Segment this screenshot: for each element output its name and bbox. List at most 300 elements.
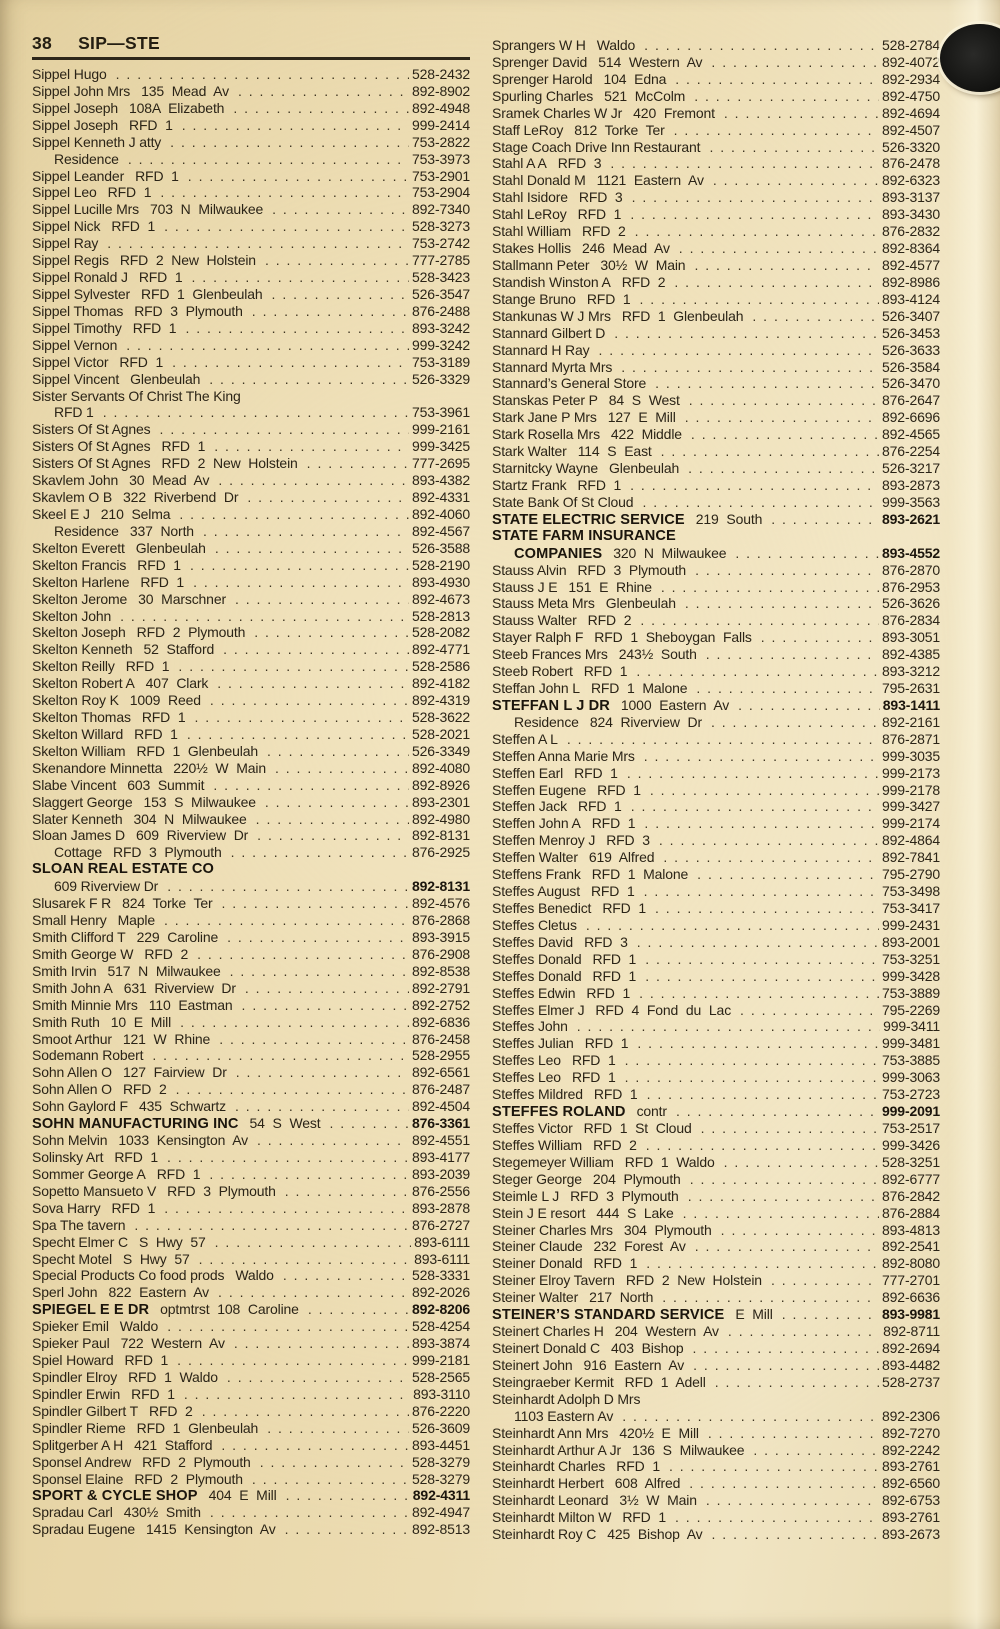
directory-entry: [492, 1238, 940, 1255]
directory-entry: [492, 1408, 940, 1425]
directory-entry: [492, 934, 940, 951]
dot-leader: [782, 1306, 879, 1322]
dot-leader: [182, 117, 409, 133]
dot-leader: [676, 1103, 879, 1119]
entry-address: 1033 Kensington Av: [118, 1132, 248, 1149]
entry-phone: 753-2517: [882, 1120, 940, 1136]
entry-address: 153 S Milwaukee: [143, 793, 256, 810]
entry-name: Steeb Frances Mrs: [492, 646, 608, 663]
entry-phone: 892-4507: [882, 121, 940, 138]
entry-address: 812 Torke Ter: [574, 121, 665, 138]
entry-name: Steinhardt Adolph D Mrs: [492, 1390, 641, 1407]
entry-phone: 999-2414: [412, 116, 470, 133]
directory-entry: [492, 88, 940, 105]
dot-leader: [632, 189, 879, 205]
entry-name: Skavlem O B: [32, 489, 113, 506]
entry-name: Smoot Arthur: [32, 1030, 112, 1047]
directory-entry: [492, 748, 940, 765]
entry-phone: 893-4451: [412, 1436, 470, 1453]
directory-entry: [32, 83, 470, 100]
dot-leader: [176, 1081, 409, 1097]
entry-address: RFD 3: [606, 832, 650, 849]
directory-column-right: [492, 37, 940, 1543]
dot-leader: [761, 629, 879, 645]
entry-address: RFD 1 Sheboygan Falls: [594, 629, 752, 646]
dot-leader: [247, 489, 409, 505]
dot-leader: [167, 1318, 409, 1334]
entry-address: RFD 1: [141, 709, 186, 726]
entry-address: RFD 1 Adell: [624, 1373, 706, 1390]
entry-address: RFD 2: [581, 223, 626, 240]
entry-name: Stannard H Ray: [492, 341, 590, 358]
entry-phone: 892-4947: [412, 1504, 470, 1521]
entry-name: Sprenger Harold: [492, 70, 593, 87]
entry-phone: 753-3498: [882, 883, 940, 900]
dot-leader: [675, 71, 879, 87]
entry-phone: 753-3889: [882, 984, 940, 1001]
entry-phone: 892-4331: [412, 489, 470, 506]
entry-name: Steffes August: [492, 883, 580, 900]
entry-phone: 999-2091: [882, 1103, 940, 1120]
dot-leader: [735, 545, 879, 561]
entry-address: 54 S West: [249, 1115, 321, 1132]
entry-address: 232 Forest Av: [593, 1238, 686, 1255]
entry-phone: 777-2701: [882, 1272, 940, 1289]
entry-address: Waldo: [119, 1318, 159, 1335]
entry-name: Stahl Donald M: [492, 172, 586, 189]
dot-leader: [202, 1403, 409, 1419]
directory-entry: [492, 291, 940, 308]
entry-name: Steffes Donald: [492, 950, 582, 967]
directory-entry: [32, 354, 470, 371]
directory-entry: [492, 1425, 940, 1442]
dot-leader: [187, 726, 409, 742]
directory-entry: [492, 223, 940, 240]
entry-name: Sohn Gaylord F: [32, 1098, 128, 1115]
entry-address: 916 Eastern Av: [583, 1356, 685, 1373]
entry-phone: 528-2190: [412, 556, 470, 573]
entry-address: E Mill: [735, 1306, 773, 1323]
entry-address: RFD 1: [602, 900, 647, 917]
entry-address: RFD 1 Waldo: [624, 1153, 715, 1170]
dot-leader: [134, 1217, 409, 1233]
entry-name: Sippel Vincent: [32, 370, 120, 387]
entry-address: RFD 1: [571, 1052, 616, 1069]
dot-leader: [577, 1018, 880, 1034]
entry-address: RFD 1: [578, 798, 622, 815]
entry-phone: 876-2871: [882, 730, 940, 747]
dot-leader: [696, 680, 879, 696]
entry-address: RFD 2 Plymouth: [136, 624, 246, 641]
entry-address: RFD 1 Waldo: [128, 1368, 218, 1385]
entry-name: Sippel John Mrs: [32, 82, 131, 99]
entry-phone: 795-2269: [882, 1001, 940, 1018]
dot-leader: [688, 460, 879, 476]
entry-name: STATE FARM INSURANCE: [492, 527, 676, 544]
dot-leader: [689, 392, 879, 408]
dot-leader: [685, 409, 879, 425]
entry-address: RFD 1: [135, 167, 179, 184]
directory-entry: [32, 929, 470, 946]
entry-name: Steeb Robert: [492, 663, 573, 680]
dot-leader: [669, 1458, 879, 1474]
entry-address: 204 Western Av: [614, 1323, 719, 1340]
directory-entry: [32, 1420, 470, 1437]
dot-leader: [771, 511, 879, 527]
directory-entry: [492, 139, 940, 156]
entry-name: Sponsel Elaine: [32, 1470, 124, 1487]
entry-name: Stange Bruno: [492, 290, 576, 307]
dot-leader: [695, 562, 879, 578]
dot-leader: [221, 1437, 409, 1453]
entry-name: Stahl A A: [492, 155, 547, 172]
directory-entry: [492, 663, 940, 680]
entry-address: 104 Edna: [603, 70, 667, 87]
dot-leader: [170, 134, 409, 150]
entry-address: 229 Caroline: [136, 929, 219, 946]
dot-leader: [625, 1052, 879, 1068]
directory-entry: [492, 1509, 940, 1526]
directory-entry: [492, 1171, 940, 1188]
dot-leader: [647, 1086, 879, 1102]
entry-address: S Hwy 57: [138, 1233, 206, 1250]
entry-address: 114 S East: [577, 443, 652, 460]
entry-phone: 892-7841: [882, 849, 940, 866]
directory-entry: [32, 1031, 470, 1048]
directory-entry: [492, 815, 940, 832]
directory-entry: [492, 595, 940, 612]
dot-leader: [234, 1335, 409, 1351]
entry-address: 619 Alfred: [588, 849, 655, 866]
entry-phone: 892-4311: [412, 1487, 470, 1504]
entry-name: Skelton John: [32, 607, 112, 624]
dot-leader: [693, 1340, 880, 1356]
directory-entry: [32, 1454, 470, 1471]
directory-entry: [32, 1369, 470, 1386]
entry-address: RFD 1 St Cloud: [583, 1120, 692, 1136]
entry-name: Startz Frank: [492, 476, 567, 493]
entry-phone: 999-2173: [882, 764, 940, 781]
directory-entry: [32, 1081, 470, 1098]
entry-name: Specht Elmer C: [32, 1233, 128, 1250]
directory-entry: [32, 1386, 470, 1403]
directory-entry: [32, 1403, 470, 1420]
directory-entry: [32, 1166, 470, 1183]
dot-leader: [235, 591, 409, 607]
entry-name: Sippel Victor: [32, 353, 109, 370]
dot-leader: [622, 1408, 879, 1424]
directory-entry: [32, 1487, 470, 1504]
entry-address: 608 Alfred: [614, 1475, 681, 1492]
entry-address: 322 Riverbend Dr: [123, 489, 239, 506]
directory-entry: [492, 37, 940, 54]
entry-phone: 892-4750: [882, 87, 940, 104]
dot-leader: [286, 1487, 410, 1503]
entry-name: Sippel Timothy: [32, 319, 122, 336]
directory-entry: [492, 460, 940, 477]
entry-phone: 893-1411: [882, 696, 940, 713]
dot-leader: [209, 1166, 409, 1182]
entry-phone: 753-2742: [412, 235, 470, 252]
entry-address: RFD 1 Glenbeulah: [136, 1419, 259, 1436]
entry-address: RFD 1: [140, 573, 185, 590]
directory-entry: [492, 562, 940, 579]
directory-entry: [32, 1504, 470, 1521]
entry-name: Steiner Charles Mrs: [492, 1221, 613, 1238]
entry-name: State Bank Of St Cloud: [492, 493, 634, 510]
entry-name: Steinhardt Milton W: [492, 1509, 612, 1526]
entry-address: 135 Mead Av: [141, 82, 229, 99]
entry-phone: 893-2039: [412, 1165, 470, 1182]
dot-leader: [219, 1031, 409, 1047]
entry-address: 220½ W Main: [173, 759, 266, 776]
dot-leader: [640, 291, 880, 307]
entry-address: 824 Torke Ter: [122, 895, 213, 912]
dot-leader: [663, 849, 879, 865]
entry-phone: 893-4552: [882, 544, 940, 561]
dot-leader: [646, 1137, 879, 1153]
entry-name: SPORT & CYCLE SHOP: [32, 1488, 198, 1505]
entry-name: Steinhardt Arthur A Jr: [492, 1441, 621, 1458]
entry-name: Stahl Isidore: [492, 189, 568, 206]
entry-name: Residence: [54, 522, 119, 539]
directory-entry: [32, 523, 470, 540]
directory-entry: [492, 1526, 940, 1543]
directory-entry: [492, 900, 940, 917]
entry-address: RFD 1: [577, 476, 622, 493]
entry-phone: 893-2673: [882, 1526, 940, 1543]
dot-leader: [689, 1475, 879, 1491]
entry-address: 403 Bishop: [610, 1339, 684, 1356]
directory-entry: [32, 506, 470, 523]
directory-entry: [32, 134, 470, 151]
entry-address: 304 Plymouth: [623, 1221, 712, 1238]
dot-leader: [283, 1267, 409, 1283]
directory-entry: [32, 117, 470, 134]
entry-phone: 893-3242: [412, 319, 470, 336]
entry-name: Starnitcky Wayne: [492, 460, 599, 477]
directory-entry: [492, 1103, 940, 1120]
directory-entry: [32, 1149, 470, 1166]
directory-entry: [492, 409, 940, 426]
directory-entry: [32, 337, 470, 354]
entry-phone: 528-2737: [882, 1373, 940, 1390]
dot-leader: [674, 122, 879, 138]
entry-name: Sippel Ronald J: [32, 269, 128, 286]
dot-leader: [637, 1035, 879, 1051]
directory-entry: [32, 608, 470, 625]
entry-name: Steffen John A: [492, 815, 581, 832]
entry-phone: 892-8206: [412, 1301, 470, 1318]
entry-address: RFD 1: [592, 967, 637, 984]
directory-entry: [492, 1137, 940, 1154]
entry-address: 422 Middle: [610, 426, 682, 443]
directory-entry: [492, 308, 940, 325]
directory-entry: [492, 1357, 940, 1374]
directory-entry: [32, 946, 470, 963]
directory-entry: [492, 1272, 940, 1289]
directory-entry: [492, 680, 940, 697]
entry-phone: 892-4948: [412, 99, 470, 116]
directory-entry: [492, 206, 940, 223]
dot-leader: [260, 1454, 409, 1470]
directory-entry: [492, 528, 940, 545]
dot-leader: [210, 1504, 409, 1520]
dot-leader: [245, 980, 409, 996]
entry-phone: 893-4382: [412, 472, 470, 489]
entry-address: 421 Stafford: [134, 1436, 213, 1453]
entry-address: RFD 1 Glenbeulah: [136, 742, 259, 759]
entry-name: Sperl John: [32, 1284, 98, 1301]
dot-leader: [740, 1002, 879, 1018]
entry-phone: 753-2901: [412, 167, 470, 184]
entry-name: Sopetto Mansueto V: [32, 1182, 157, 1199]
entry-name: Skenandore Minnetta: [32, 759, 163, 776]
entry-name: 609 Riverview Dr: [54, 878, 159, 895]
dot-leader: [688, 1188, 879, 1204]
entry-name: Steffen Earl: [492, 764, 564, 781]
entry-phone: 526-3588: [412, 539, 470, 556]
entry-phone: 795-2631: [882, 680, 940, 697]
dot-leader: [242, 997, 409, 1013]
entry-name: Steiner Claude: [492, 1238, 583, 1255]
dot-leader: [706, 1492, 879, 1508]
entry-phone: 528-2586: [412, 658, 470, 675]
dot-leader: [203, 523, 409, 539]
directory-entry: [32, 371, 470, 388]
dot-leader: [661, 579, 879, 595]
entry-address: Waldo: [235, 1267, 274, 1284]
entry-name: Stegemeyer William: [492, 1153, 614, 1170]
entry-address: 246 Mead Av: [581, 240, 670, 257]
entry-name: Sprangers W H: [492, 37, 586, 53]
entry-name: Sisters Of St Agnes: [32, 421, 151, 438]
entry-address: RFD 1: [119, 353, 164, 370]
directory-entry: [32, 624, 470, 641]
entry-address: 110 Eastman: [148, 996, 233, 1013]
entry-name: Steffen Eugene: [492, 781, 587, 798]
entry-address: 337 North: [129, 522, 194, 539]
entry-address: RFD 2: [621, 273, 666, 290]
entry-name: Small Henry: [32, 912, 107, 929]
entry-address: RFD 1: [107, 184, 152, 201]
directory-entry: [32, 827, 470, 844]
directory-entry: [492, 985, 940, 1002]
entry-name: Steffes David: [492, 933, 574, 950]
dot-leader: [195, 709, 410, 725]
dot-leader: [193, 574, 409, 590]
dot-leader: [721, 1222, 879, 1238]
entry-address: RFD 1: [124, 1352, 169, 1369]
entry-phone: 753-3189: [412, 353, 470, 370]
section-range: SIP—STE: [78, 33, 160, 53]
directory-entry: [492, 1086, 940, 1103]
entry-phone: 876-2487: [412, 1081, 470, 1098]
directory-entry: [492, 494, 940, 511]
directory-entry: [492, 1120, 940, 1137]
directory-entry: [32, 658, 470, 675]
entry-address: 127 E Mill: [607, 409, 676, 426]
entry-name: Specht Motel: [32, 1250, 112, 1267]
dot-leader: [674, 274, 879, 290]
dot-leader: [218, 472, 409, 488]
entry-phone: 999-3425: [412, 438, 470, 455]
entry-name: Smith John A: [32, 979, 113, 996]
directory-entry: [32, 1047, 470, 1064]
directory-entry: [32, 743, 470, 760]
page-number: 38: [32, 33, 53, 53]
directory-entry: [492, 105, 940, 122]
dot-leader: [631, 798, 879, 814]
directory-entry: [32, 811, 470, 828]
dot-leader: [639, 985, 879, 1001]
entry-phone: 528-2565: [412, 1368, 470, 1385]
entry-phone: 893-3874: [412, 1335, 470, 1352]
entry-name: Stanskas Peter P: [492, 392, 598, 409]
entry-name: RFD 1: [54, 404, 94, 421]
entry-name: Sohn Melvin: [32, 1132, 108, 1149]
entry-name: Steffes William: [492, 1136, 583, 1153]
entry-address: RFD 4 Fond du Lac: [595, 1001, 732, 1018]
entry-address: 136 S Milwaukee: [632, 1441, 745, 1458]
dot-leader: [252, 1471, 409, 1487]
entry-address: Maple: [117, 912, 155, 929]
entry-phone: 876-2220: [412, 1402, 470, 1419]
entry-address: RFD 1: [583, 663, 628, 680]
dot-leader: [236, 1064, 409, 1080]
entry-phone: 876-2478: [882, 155, 940, 172]
entry-name: Steffes Benedict: [492, 900, 592, 917]
entry-phone: 876-2556: [412, 1182, 470, 1199]
entry-phone: 999-3481: [882, 1035, 940, 1052]
entry-phone: 999-3428: [882, 967, 940, 984]
entry-name: Steiner Elroy Tavern: [492, 1272, 615, 1289]
entry-address: RFD 2 New Holstein: [119, 252, 256, 269]
dot-leader: [184, 1386, 410, 1402]
entry-name: Sohn Allen O: [32, 1081, 112, 1098]
directory-entry: [32, 1200, 470, 1217]
dot-leader: [695, 1238, 879, 1254]
dot-leader: [272, 201, 409, 217]
directory-entry: [32, 692, 470, 709]
dot-leader: [256, 811, 409, 827]
entry-phone: 528-3331: [412, 1267, 470, 1284]
entry-address: 722 Western Av: [120, 1335, 225, 1352]
entry-address: optmtrst 108 Caroline: [160, 1301, 299, 1318]
entry-phone: 893-4813: [882, 1221, 940, 1238]
entry-address: 30 Mead Av: [129, 472, 210, 489]
entry-phone: 892-8986: [882, 273, 940, 290]
dot-leader: [711, 714, 879, 730]
entry-address: RFD 1: [161, 438, 206, 455]
entry-name: Skeel E J: [32, 505, 90, 522]
entry-phone: 892-4576: [412, 895, 470, 912]
entry-phone: 893-6111: [414, 1233, 470, 1250]
entry-address: 30½ W Main: [600, 256, 686, 273]
directory-entry: [32, 1014, 470, 1031]
entry-address: RFD 1: [571, 1069, 616, 1086]
dot-leader: [238, 83, 409, 99]
entry-phone: 753-2904: [412, 184, 470, 201]
directory-entry: [492, 1442, 940, 1459]
dot-leader: [222, 895, 410, 911]
entry-phone: 892-4565: [882, 426, 940, 443]
entry-name: Stannard’s General Store: [492, 375, 647, 392]
directory-entry: [32, 1098, 470, 1115]
entry-address: 217 North: [589, 1289, 654, 1306]
entry-name: Sisters Of St Agnes: [32, 455, 151, 472]
entry-name: Stauss Meta Mrs: [492, 595, 595, 612]
